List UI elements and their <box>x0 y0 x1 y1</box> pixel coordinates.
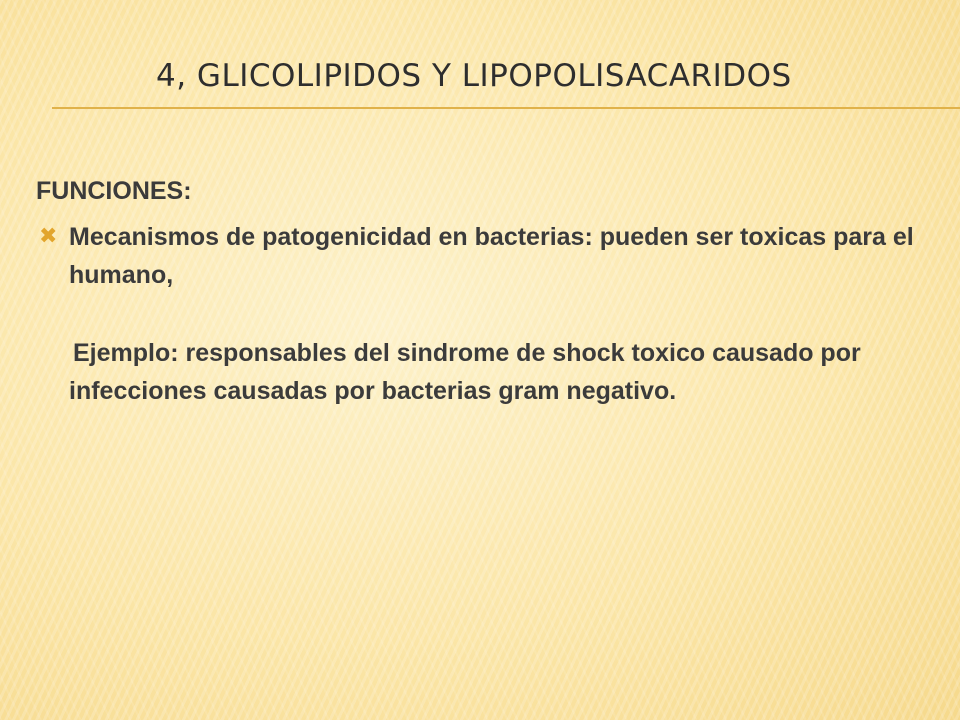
subheading: FUNCIONES: <box>36 177 192 205</box>
title-divider <box>52 107 960 109</box>
x-mark-icon: ✖ <box>39 224 58 249</box>
bullet-text: Mecanismos de patogenicidad en bacterias: pueden ser toxicas para el humano, <box>69 223 914 289</box>
slide-title: 4, GLICOLIPIDOS Y LIPOPOLISACARIDOS <box>156 58 792 94</box>
example-paragraph: Ejemplo: responsables del sindrome de shock toxico causado por infecciones causadas por bacterias gram negativo. <box>69 339 861 405</box>
slide-body <box>36 172 916 410</box>
bullet-item <box>36 218 916 294</box>
